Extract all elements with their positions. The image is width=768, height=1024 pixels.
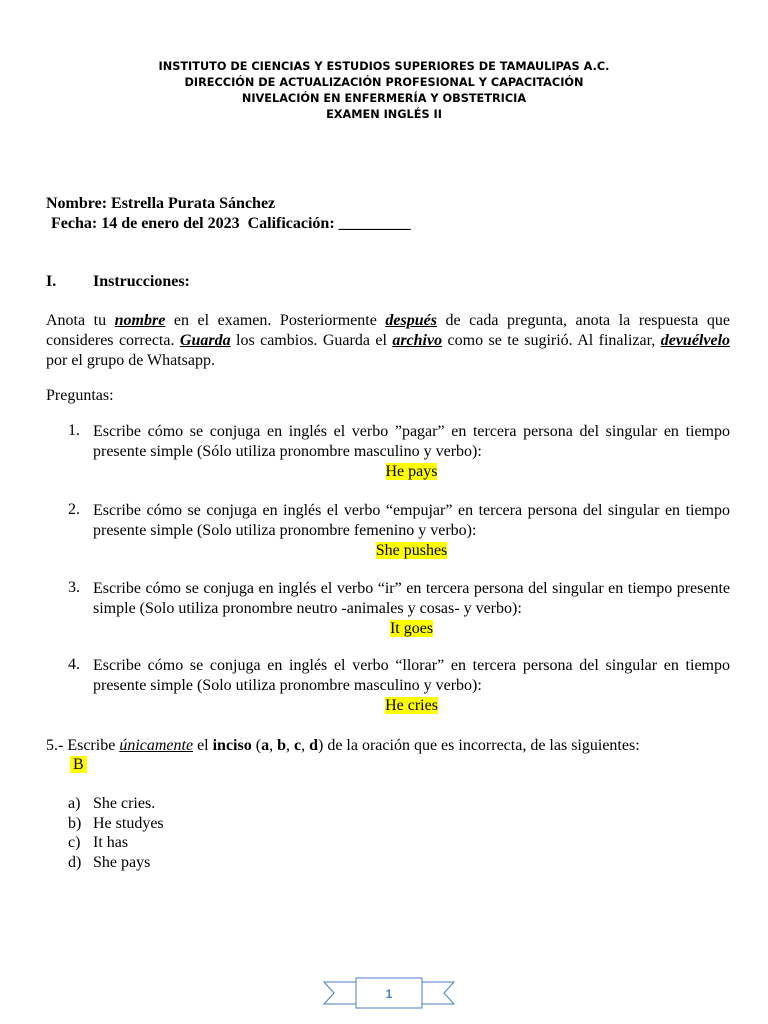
separator: , (269, 737, 278, 754)
document-header (0, 59, 768, 123)
ribbon-banner-icon (322, 976, 456, 1012)
option-b (68, 814, 164, 834)
questions-label: Preguntas: (46, 387, 114, 404)
option-text: It has (93, 834, 129, 851)
department-name: DIRECCIÓN DE ACTUALIZACIÓN PROFESIONAL Y CAPACITACIÓN (184, 76, 584, 89)
question-text: Escribe cómo se conjuga en inglés el verbo ”pagar” en tercera persona del singular en tiempo presente simple (Sólo utiliza pronombre masculino y verbo): (93, 423, 730, 460)
program-name: NIVELACIÓN EN ENFERMERÍA Y OBSTETRICIA (241, 92, 527, 105)
option-text: He studyes (93, 815, 164, 832)
question-number: 2. (68, 501, 80, 518)
grade-field: Calificación: _________ (247, 215, 411, 232)
answer-text: He cries (385, 697, 438, 714)
page-number-ribbon (322, 976, 456, 1012)
question-number: 1. (68, 422, 80, 439)
question-text: ) de la oración que es incorrecta, de las siguientes: (317, 737, 640, 754)
ribbon-left-tail (324, 982, 356, 1004)
question-text: el (193, 737, 213, 754)
answer-text: It goes (389, 620, 434, 637)
separator: , (285, 737, 294, 754)
question-text: 5.- Escribe (46, 737, 120, 754)
option-d (68, 853, 150, 873)
option-letter: c) (68, 834, 81, 851)
instructions-text: en el examen. Posteriormente (165, 312, 386, 329)
instructions-text: los cambios. Guarda el (230, 332, 393, 349)
letter-d: d (309, 737, 318, 754)
option-a (68, 794, 155, 814)
question-number: 3. (68, 579, 80, 596)
question-number: 4. (68, 656, 80, 673)
letter-b: b (277, 737, 286, 754)
option-text: She cries. (93, 795, 156, 812)
exam-title: EXAMEN INGLÉS II (326, 108, 442, 121)
option-c (68, 833, 128, 853)
question-3 (68, 579, 730, 639)
section-title: Instrucciones: (93, 273, 190, 290)
option-letter: b) (68, 815, 82, 832)
date-grade-line (51, 214, 411, 234)
emphasis-despues: después (385, 312, 437, 329)
question-text: ( (251, 737, 262, 754)
exam-date: Fecha: 14 de enero del 2023 (51, 215, 240, 232)
question-text: Escribe cómo se conjuga en inglés el verbo “llorar” en tercera persona del singular en tiempo presente simple (Solo utiliza pronombre masculino y verbo): (93, 657, 730, 694)
option-letter: a) (68, 795, 81, 812)
emphasis-unicamente: únicamente (119, 737, 194, 754)
emphasis-inciso: inciso (212, 737, 252, 754)
emphasis-nombre: nombre (114, 312, 166, 329)
option-text: She pays (93, 854, 151, 871)
instructions-text: Anota tu (46, 312, 115, 329)
question-5 (46, 736, 640, 756)
emphasis-archivo: archivo (392, 332, 443, 349)
question-2 (68, 501, 730, 561)
answer-text: He pays (385, 463, 438, 480)
question-text: Escribe cómo se conjuga en inglés el verbo “ir” en tercera persona del singular en tiempo presente simple (Solo utiliza pronombre neutro -animales y cosas- y verbo): (93, 580, 730, 617)
ribbon-right-tail (422, 982, 454, 1004)
letter-a: a (261, 737, 270, 754)
answer-text: B (70, 756, 87, 773)
question-4 (68, 656, 730, 716)
instructions-text: por el grupo de Whatsapp. (46, 352, 215, 369)
instructions-paragraph (46, 311, 730, 371)
question-text: Escribe cómo se conjuga en inglés el verbo “empujar” en tercera persona del singular en tiempo presente simple (Solo utiliza pronombre femenino y verbo): (93, 502, 730, 539)
emphasis-devuelvelo: devuélvelo (660, 332, 731, 349)
section-number: I. (46, 273, 57, 290)
question-5-answer (70, 755, 87, 775)
answer-text: She pushes (375, 542, 448, 559)
page-number: 1 (385, 987, 393, 1001)
emphasis-guarda: Guarda (179, 332, 231, 349)
instructions-text: como se te sugirió. Al finalizar, (442, 332, 661, 349)
student-name: Nombre: Estrella Purata Sánchez (46, 195, 276, 212)
option-letter: d) (68, 854, 82, 871)
instructions-text: de cada pregunta, anota la respuesta que consideres correcta. (46, 312, 731, 349)
institute-name: INSTITUTO DE CIENCIAS Y ESTUDIOS SUPERIORES DE TAMAULIPAS A.C. (158, 60, 610, 73)
letter-c: c (293, 737, 302, 754)
separator: , (301, 737, 310, 754)
question-1 (68, 422, 730, 482)
